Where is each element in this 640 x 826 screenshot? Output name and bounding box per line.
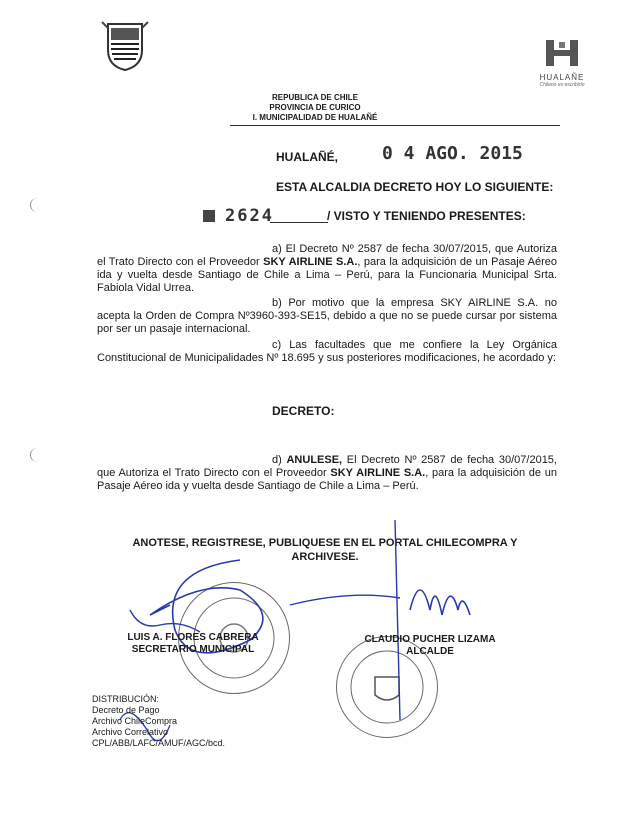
secretary-name: LUIS A. FLORES CABRERA	[127, 632, 259, 643]
closing-line-1: ANOTESE, REGISTRESE, PUBLIQUESE EN EL PORTAL CHILECOMPRA Y	[132, 537, 518, 549]
municipal-crest	[100, 20, 150, 72]
decreto-title: DECRETO:	[272, 404, 335, 418]
hualane-logo-icon	[542, 38, 582, 68]
date-stamp: 0 4 AGO. 2015	[382, 143, 523, 164]
distribution-title: DISTRIBUCIÓN:	[92, 694, 160, 704]
republic-line: REPUBLICA DE CHILE	[272, 93, 358, 102]
issuer-header	[230, 93, 400, 123]
distribution-item: Archivo ChileCompra	[92, 716, 178, 726]
punch-hole-bottom	[30, 448, 45, 462]
stamp-mark	[203, 210, 215, 222]
distribution-block	[92, 694, 225, 749]
secretary-title: SECRETARIO MUNICIPAL	[131, 644, 255, 655]
secretary-block	[118, 632, 268, 656]
punch-hole-top	[30, 198, 45, 212]
consideration-c: c) Las facultades que me confiere la Ley Orgánica Constitucional de Municipalidades Nº 18.695 y sus posteriores modificaciones, he acordado y:	[97, 339, 557, 364]
distribution-item: Archivo Correlativo	[92, 727, 169, 737]
consideration-b: b) Por motivo que la empresa SKY AIRLINE S.A. no acepta la Orden de Compra Nº3960-393-SE15, debido a que no se puede cursar por sistema por ser un pasaje internacional.	[97, 297, 557, 335]
mayor-signature-stroke	[395, 520, 400, 720]
decree-number-underline	[270, 222, 328, 223]
resolution-d: d) ANULESE, El Decreto Nº 2587 de fecha 30/07/2015, que Autoriza el Trato Directo con el Proveedor SKY AIRLINE S.A., para la adquisición de un Pasaje Aéreo ida y vuelta desde Santiago de Chile a Lima – Perú.	[97, 454, 557, 492]
decree-number: 2624	[225, 206, 274, 226]
decree-heading: ESTA ALCALDIA DECRETO HOY LO SIGUIENTE:	[276, 180, 554, 194]
logo-tagline: Chileno es escribirlo	[539, 82, 585, 88]
consideration-a: a) El Decreto Nº 2587 de fecha 30/07/2015, que Autoriza el Trato Directo con el Proveedor SKY AIRLINE S.A., para la adquisición de un Pasaje Aéreo ida y vuelta desde Santiago de Chile a Lima – Perú, para la Funcionaria Municipal Srta. Fabiola Vidal Urrea.	[97, 243, 557, 294]
place: HUALAÑÉ,	[276, 150, 338, 164]
mayor-signature	[410, 590, 470, 615]
mayor-block	[350, 634, 510, 658]
mayor-title: ALCALDE	[406, 646, 454, 657]
header-rule	[230, 125, 560, 126]
closing-line-2: ARCHIVESE.	[291, 551, 359, 563]
hualane-logo	[532, 38, 592, 88]
municipality-line: I. MUNICIPALIDAD DE HUALAÑÉ	[252, 113, 378, 122]
visto-text: / VISTO Y TENIENDO PRESENTES:	[327, 209, 526, 223]
distribution-item: CPL/ABB/LAFC/AMUF/AGC/bcd.	[92, 738, 226, 748]
distribution-item: Decreto de Pago	[92, 705, 160, 715]
mayor-name: CLAUDIO PUCHER LIZAMA	[364, 634, 496, 645]
logo-name: HUALAÑE	[539, 73, 585, 82]
province-line: PROVINCIA DE CURICO	[269, 103, 361, 112]
